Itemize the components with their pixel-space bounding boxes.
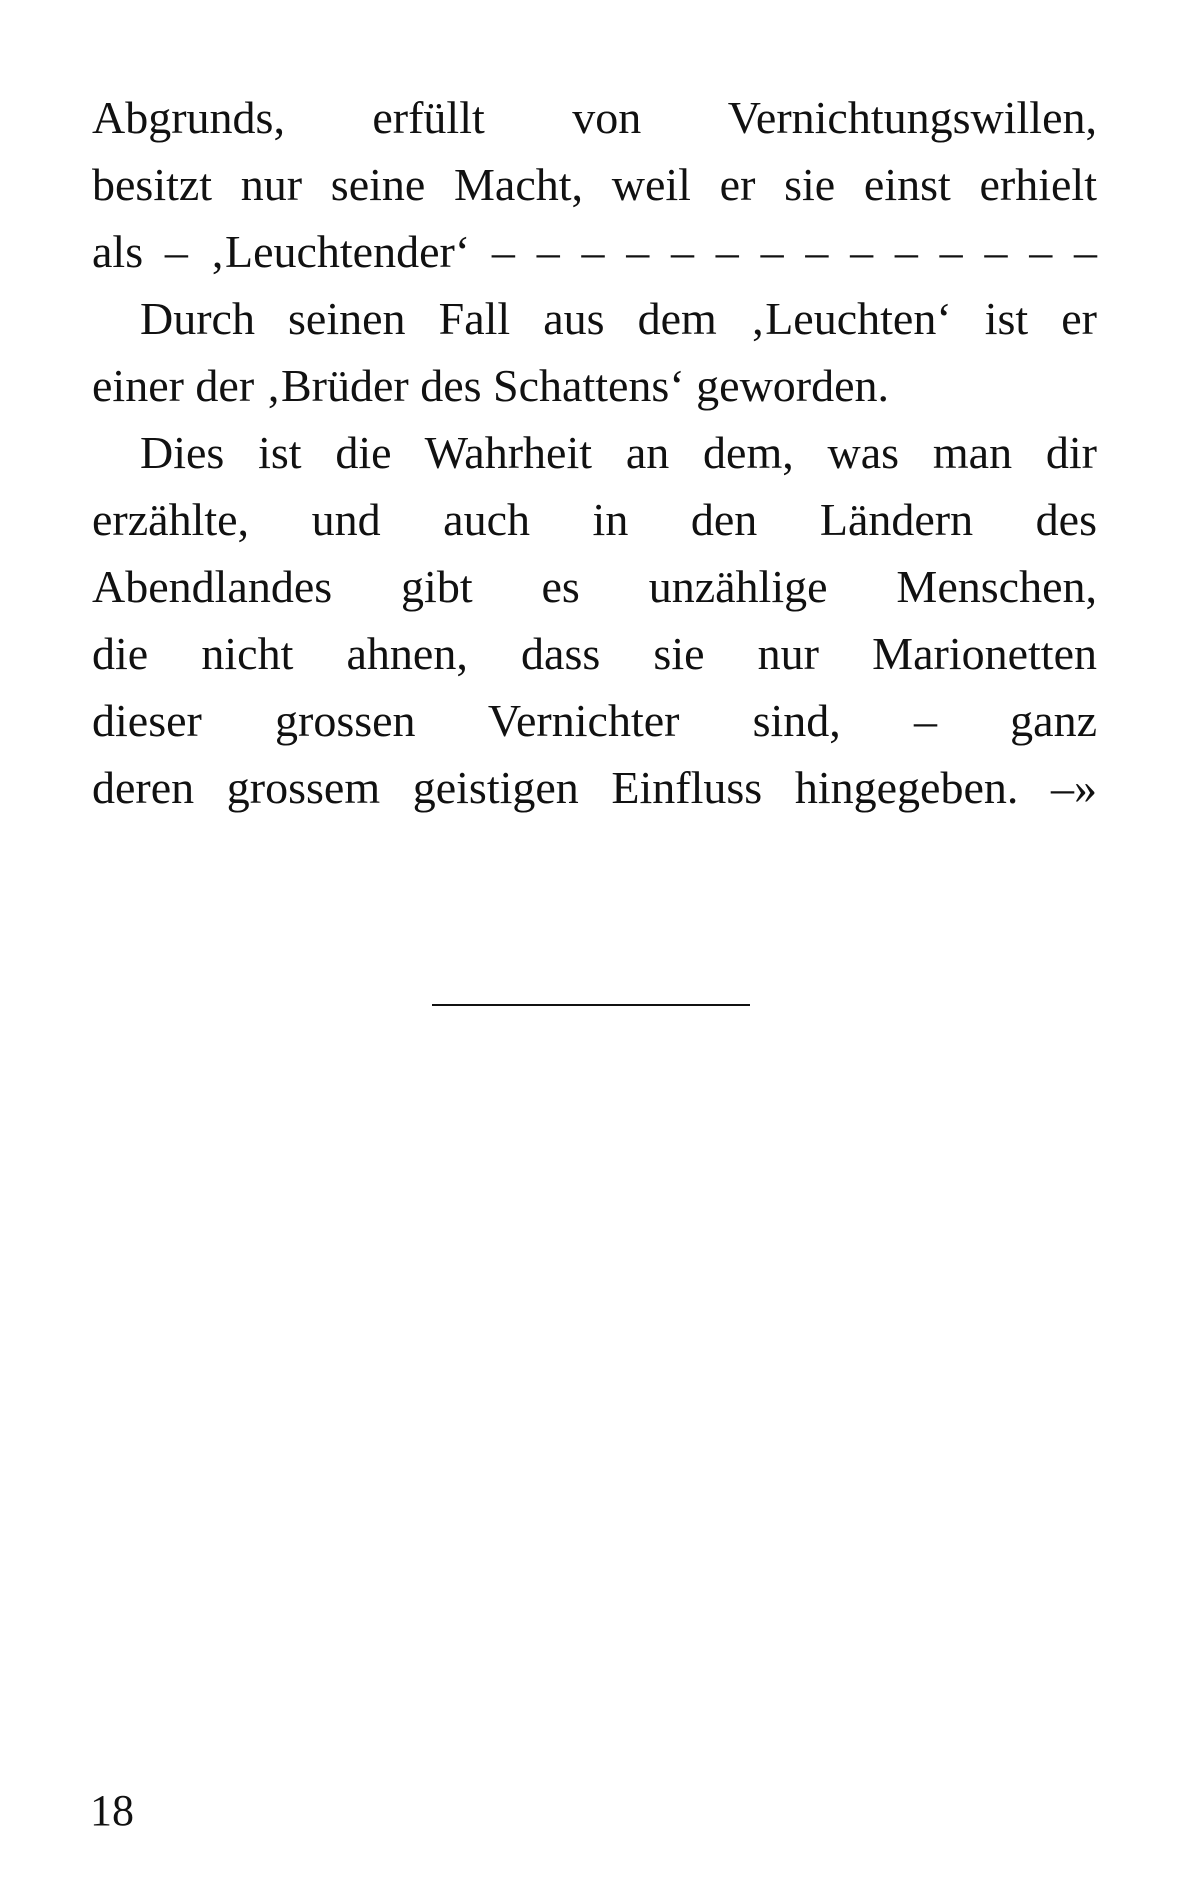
text-line-5: einer der ‚Brüder des Schattens‘ geworden. xyxy=(92,360,890,411)
text-line-7: erzählte, und auch in den Ländern des xyxy=(92,494,1097,545)
text-line-10: dieser grossen Vernichter sind, – ganz xyxy=(92,695,1097,746)
text-line-2: besitzt nur seine Macht, weil er sie einst erhielt xyxy=(92,159,1097,210)
text-line-9: die nicht ahnen, dass sie nur Marionetten xyxy=(92,628,1097,679)
section-divider xyxy=(432,1004,750,1006)
body-text xyxy=(92,84,1097,821)
page-number: 18 xyxy=(90,1786,134,1835)
text-line-8: Abendlandes gibt es unzählige Menschen, xyxy=(92,561,1097,612)
text-line-11: deren grossem geistigen Einfluss hingegeben. –» xyxy=(92,762,1097,813)
text-line-3: als – ‚Leuchtender‘ – – – – – – – – – – – – – – xyxy=(92,226,1097,277)
text-line-6: Dies ist die Wahrheit an dem, was man dir xyxy=(140,427,1097,478)
text-line-1: Abgrunds, erfüllt von Vernichtungswillen, xyxy=(92,92,1097,143)
text-line-4: Durch seinen Fall aus dem ‚Leuchten‘ ist er xyxy=(140,293,1097,344)
